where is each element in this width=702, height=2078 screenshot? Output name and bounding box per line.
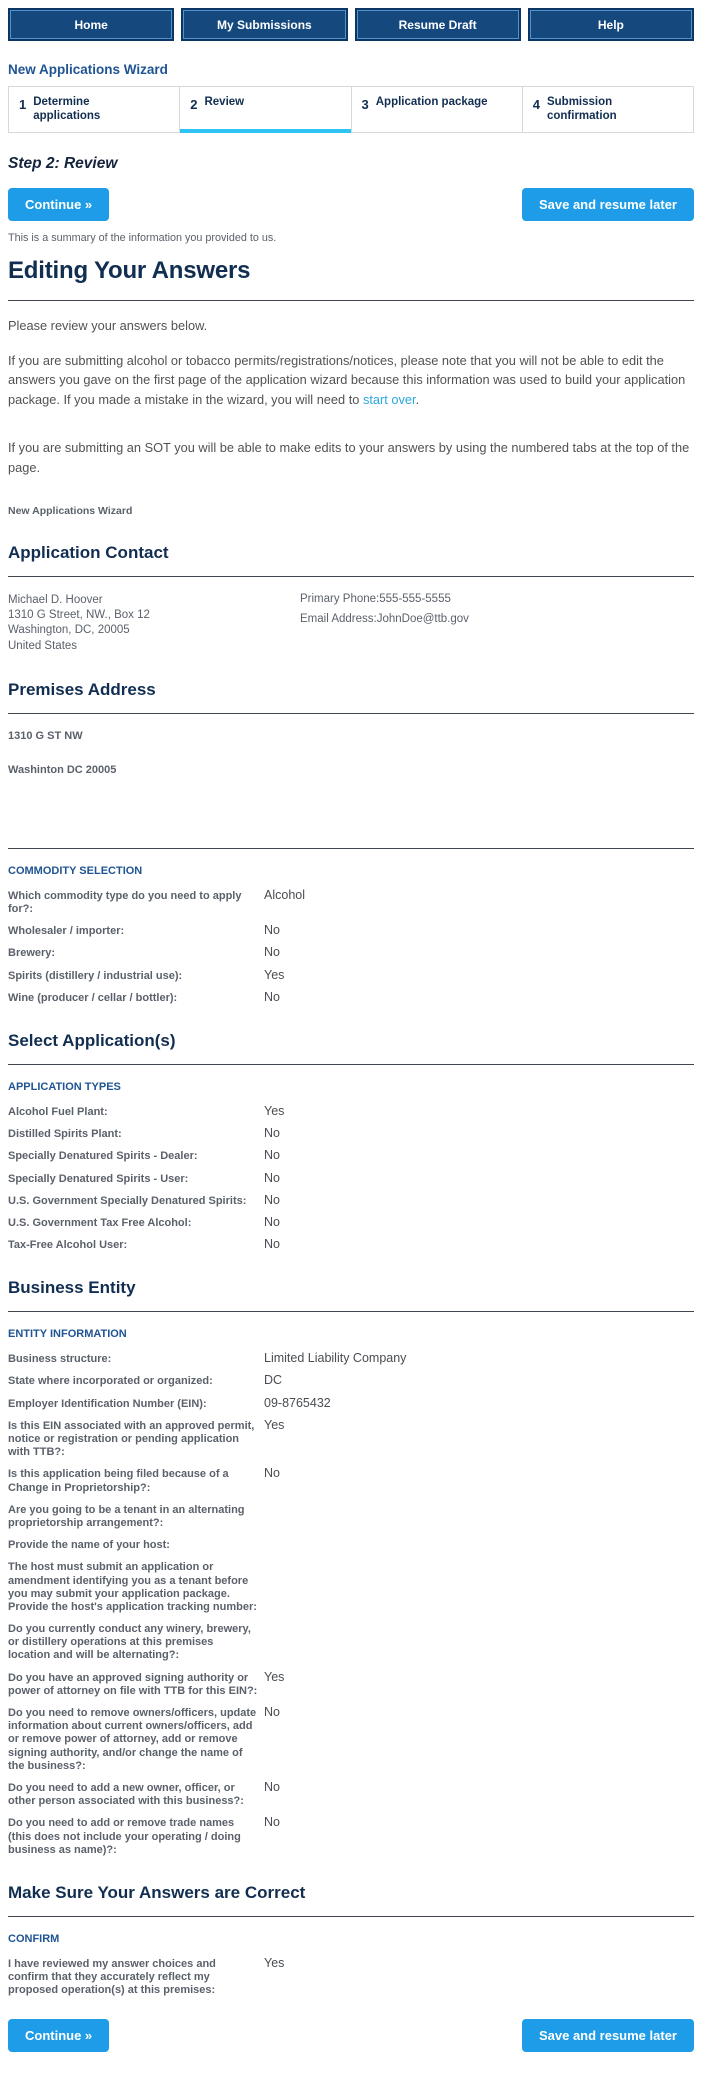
continue-button-bottom[interactable]: Continue » bbox=[8, 2019, 109, 2052]
divider bbox=[8, 576, 694, 577]
commodity-selection-heading: COMMODITY SELECTION bbox=[8, 864, 143, 877]
step-number: 2 bbox=[190, 97, 198, 112]
step-tab-application-package[interactable] bbox=[352, 86, 523, 133]
step-number: 1 bbox=[19, 97, 27, 112]
question-label: Wholesaler / importer: bbox=[8, 925, 125, 938]
answer-value: Alcohol bbox=[264, 887, 305, 902]
qa-row bbox=[8, 1192, 694, 1208]
question-label: U.S. Government Specially Denatured Spirits: bbox=[8, 1194, 247, 1207]
question-label: Employer Identification Number (EIN): bbox=[8, 1397, 207, 1410]
nav-resume-draft-button[interactable]: Resume Draft bbox=[355, 8, 521, 41]
step-heading: Step 2: Review bbox=[8, 154, 118, 172]
qa-row bbox=[8, 1353, 694, 1366]
answer-value: No bbox=[264, 1148, 280, 1163]
qa-row bbox=[8, 1128, 694, 1141]
answer-value: Yes bbox=[264, 1417, 285, 1432]
divider bbox=[8, 300, 694, 301]
question-label: Brewery: bbox=[8, 947, 56, 960]
step-label: Review bbox=[204, 96, 245, 108]
qa-row bbox=[8, 1395, 694, 1411]
select-applications-heading: Select Application(s) bbox=[8, 1030, 176, 1050]
qa-row bbox=[8, 989, 694, 1005]
continue-button[interactable]: Continue » bbox=[8, 188, 109, 221]
qa-row bbox=[8, 1417, 694, 1460]
qa-row bbox=[8, 1539, 694, 1552]
qa-row bbox=[8, 967, 694, 983]
intro-paragraph-1: Please review your answers below. bbox=[8, 317, 208, 333]
divider bbox=[8, 848, 694, 849]
qa-row bbox=[8, 1504, 694, 1530]
qa-row bbox=[8, 1214, 694, 1230]
step-label: Determine applications bbox=[33, 96, 101, 123]
step-number: 4 bbox=[532, 97, 540, 112]
answer-value: No bbox=[264, 1126, 280, 1141]
review-page bbox=[0, 8, 702, 2078]
qa-row bbox=[8, 1779, 694, 1808]
step-label: Application package bbox=[375, 96, 488, 108]
confirm-heading: CONFIRM bbox=[8, 1932, 60, 1945]
qa-row bbox=[8, 1817, 694, 1857]
wizard-small-label: New Applications Wizard bbox=[8, 504, 133, 517]
question-label: Spirits (distillery / industrial use): bbox=[8, 969, 183, 982]
question-label: Alcohol Fuel Plant: bbox=[8, 1105, 108, 1118]
question-label: Which commodity type do you need to apply for?: bbox=[8, 889, 242, 916]
qa-row bbox=[8, 947, 694, 960]
confirm-answers bbox=[8, 1955, 694, 1998]
application-types-answers bbox=[8, 1103, 694, 1252]
summary-note: This is a summary of the information you provided to us. bbox=[8, 231, 277, 244]
answer-value: Yes bbox=[264, 1103, 285, 1118]
intro-paragraph-3: If you are submitting an SOT you will be able to make edits to your answers by using the numbered tabs at the top of the page. bbox=[8, 440, 690, 475]
question-label: Tax-Free Alcohol User: bbox=[8, 1239, 128, 1252]
answer-value: Yes bbox=[264, 967, 285, 982]
answer-value: No bbox=[264, 1170, 280, 1185]
bottom-action-bar bbox=[8, 2019, 694, 2052]
answer-value: 09-8765432 bbox=[264, 1395, 331, 1410]
qa-row bbox=[8, 1170, 694, 1186]
entity-information-answers bbox=[8, 1353, 694, 1857]
contact-address-line: 1310 G Street, NW., Box 12 bbox=[8, 609, 150, 621]
save-and-resume-button[interactable]: Save and resume later bbox=[522, 188, 694, 221]
answer-value: No bbox=[264, 923, 280, 938]
step-label: Submission confirmation bbox=[546, 96, 617, 123]
nav-my-submissions-button[interactable]: My Submissions bbox=[181, 8, 347, 41]
question-label: Are you going to be a tenant in an alternating proprietorship arrangement?: bbox=[8, 1503, 245, 1529]
answer-value: No bbox=[264, 1214, 280, 1229]
contact-phone-email-block bbox=[300, 593, 469, 654]
intro-text: If you are submitting alcohol or tobacco permits/registrations/notices, please note that you will not be able to edit the answers you gave on the first page of the application wizard because this information was used to build your application package. If you made a mistake in the wizard, you will need to bbox=[8, 352, 686, 408]
intro-paragraph-2 bbox=[8, 351, 694, 410]
start-over-link[interactable]: start over bbox=[362, 392, 416, 408]
qa-row bbox=[8, 1468, 694, 1494]
answer-value: No bbox=[264, 1779, 280, 1794]
question-label: Do you need to add a new owner, officer, or other person associated with this business?: bbox=[8, 1781, 244, 1808]
qa-row bbox=[8, 925, 694, 938]
answer-value: No bbox=[264, 1237, 280, 1252]
step-number: 3 bbox=[361, 97, 369, 112]
nav-help-button[interactable]: Help bbox=[528, 8, 694, 41]
question-label: Business structure: bbox=[8, 1353, 112, 1366]
answer-value: DC bbox=[264, 1373, 283, 1388]
question-label: Provide the name of your host: bbox=[8, 1539, 170, 1552]
wizard-step-tabs bbox=[8, 86, 694, 133]
question-label: Is this application being filed because of a Change in Proprietorship?: bbox=[8, 1468, 229, 1494]
question-label: Do you have an approved signing authority or power of attorney on file with TTB for this EIN?: bbox=[8, 1671, 258, 1697]
step-tab-submission-confirmation[interactable] bbox=[523, 86, 694, 133]
intro-text-end: . bbox=[415, 392, 420, 408]
premises-street: 1310 G ST NW bbox=[8, 729, 83, 742]
question-label: U.S. Government Tax Free Alcohol: bbox=[8, 1216, 192, 1229]
divider bbox=[8, 1916, 694, 1917]
divider bbox=[8, 713, 694, 714]
qa-row bbox=[8, 1955, 694, 1998]
qa-row bbox=[8, 1239, 694, 1252]
step-tab-review[interactable] bbox=[180, 86, 351, 133]
qa-row bbox=[8, 1669, 694, 1698]
answer-value: No bbox=[264, 1466, 280, 1481]
top-navigation bbox=[8, 8, 694, 41]
application-contact-block bbox=[8, 593, 694, 654]
wizard-title: New Applications Wizard bbox=[8, 62, 168, 77]
premises-city-state-zip: Washinton DC 20005 bbox=[8, 763, 117, 776]
question-label: Is this EIN associated with an approved permit, notice or registration or pending application with TTB?: bbox=[8, 1419, 255, 1459]
question-label: State where incorporated or organized: bbox=[8, 1375, 213, 1388]
answer-value: Yes bbox=[264, 1955, 285, 1970]
qa-row bbox=[8, 1707, 694, 1773]
answer-value: No bbox=[264, 945, 280, 960]
qa-row bbox=[8, 1561, 694, 1614]
step-tab-determine-applications[interactable] bbox=[8, 86, 180, 133]
contact-name: Michael D. Hoover bbox=[8, 593, 103, 606]
premises-address-heading: Premises Address bbox=[8, 679, 156, 699]
contact-address-line: Washington, DC, 20005 bbox=[8, 624, 130, 637]
nav-home-button[interactable]: Home bbox=[8, 8, 174, 41]
question-label: Do you currently conduct any winery, brewery, or distillery operations at this premises location and will be alternating?: bbox=[8, 1623, 251, 1662]
question-label: Do you need to add or remove trade names (this does not include your operating / doing business as name)?: bbox=[8, 1817, 241, 1856]
qa-row bbox=[8, 1375, 694, 1388]
business-entity-heading: Business Entity bbox=[8, 1278, 136, 1298]
contact-address-line: United States bbox=[8, 639, 78, 652]
question-label: Specially Denatured Spirits - Dealer: bbox=[8, 1150, 198, 1163]
answer-value: No bbox=[264, 1192, 280, 1207]
qa-row bbox=[8, 1150, 694, 1163]
answer-value: Limited Liability Company bbox=[264, 1351, 407, 1366]
application-contact-heading: Application Contact bbox=[8, 542, 169, 562]
answer-value: Yes bbox=[264, 1669, 285, 1684]
answer-value: No bbox=[264, 989, 280, 1004]
question-label: Distilled Spirits Plant: bbox=[8, 1128, 122, 1141]
answer-value: No bbox=[264, 1815, 280, 1830]
question-label: Wine (producer / cellar / bottler): bbox=[8, 991, 178, 1004]
contact-phone: Primary Phone:555-555-5555 bbox=[300, 592, 451, 605]
qa-row bbox=[8, 1103, 694, 1119]
contact-address-block bbox=[8, 593, 300, 654]
question-label: Specially Denatured Spirits - User: bbox=[8, 1172, 189, 1185]
divider bbox=[8, 1064, 694, 1065]
entity-information-heading: ENTITY INFORMATION bbox=[8, 1328, 127, 1341]
qa-row bbox=[8, 887, 694, 916]
application-types-heading: APPLICATION TYPES bbox=[8, 1080, 121, 1093]
save-and-resume-button-bottom[interactable]: Save and resume later bbox=[522, 2019, 694, 2052]
make-sure-answers-correct-heading: Make Sure Your Answers are Correct bbox=[8, 1882, 306, 1902]
top-action-bar bbox=[8, 188, 694, 221]
qa-row bbox=[8, 1623, 694, 1663]
contact-email: Email Address:JohnDoe@ttb.gov bbox=[300, 612, 469, 625]
page-title: Editing Your Answers bbox=[8, 256, 251, 284]
commodity-selection-answers bbox=[8, 887, 694, 1005]
answer-value: No bbox=[264, 1705, 280, 1720]
question-label: I have reviewed my answer choices and confirm that they accurately reflect my proposed operation(s) at this premises: bbox=[8, 1957, 216, 1997]
divider bbox=[8, 1311, 694, 1312]
question-label: Do you need to remove owners/officers, update information about current owners/officers, add or remove power of attorney, add or remove signing authority, and/or change the name of the business?: bbox=[8, 1707, 257, 1772]
question-label: The host must submit an application or amendment identifying you as a tenant before you may submit your application package. Provide the host's application tracking number: bbox=[8, 1561, 257, 1613]
